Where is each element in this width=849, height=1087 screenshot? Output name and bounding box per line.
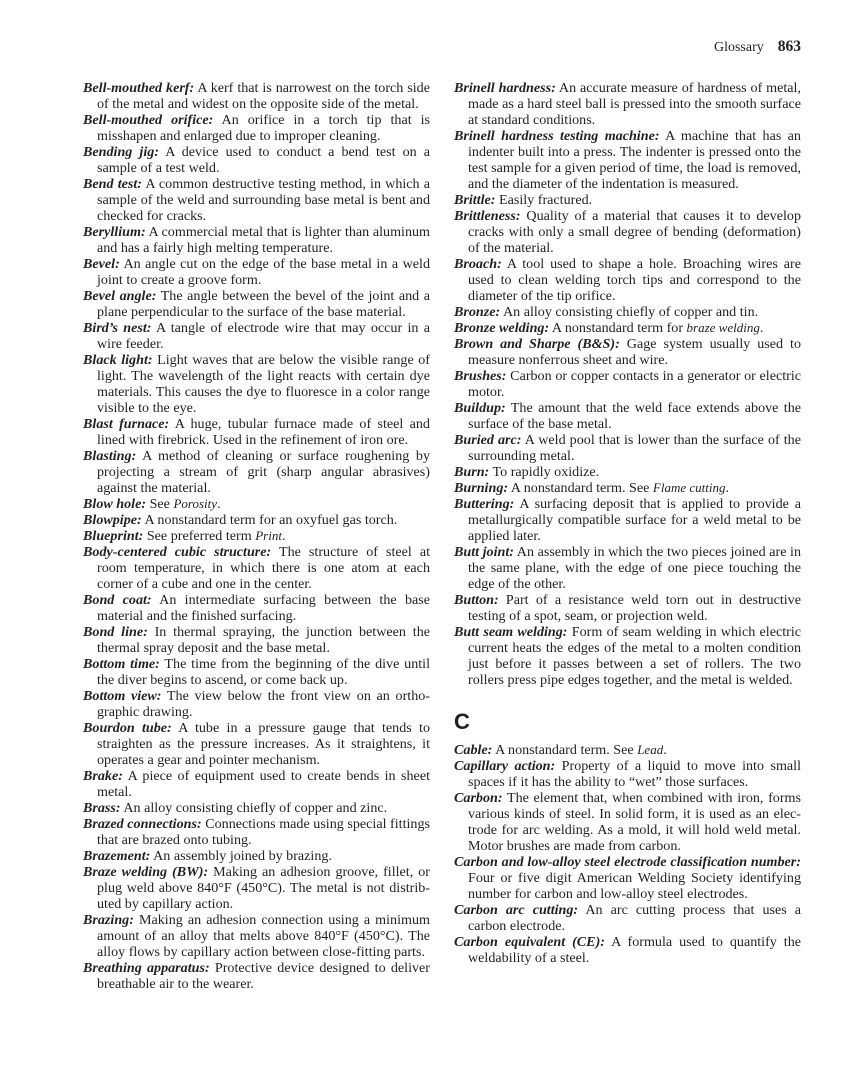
glossary-entry bbox=[83, 656, 430, 688]
glossary-definition: A kerf that is narrowest on the torch side of the metal and widest on the opposite side of the metal. bbox=[97, 80, 430, 112]
glossary-definition: An angle cut on the edge of the base metal in a weld joint to create a groove form. bbox=[97, 256, 430, 288]
glossary-definition: A huge, tubular furnace made of steel and lined with firebrick. Used in the refinement of iron ore. bbox=[97, 416, 430, 448]
glossary-entry bbox=[83, 864, 430, 912]
glossary-term: Burning: bbox=[454, 480, 509, 496]
glossary-term: Blueprint: bbox=[83, 528, 144, 544]
glossary-definition: Four or five digit American Welding Society identifying number for carbon and low-alloy steel electrodes. bbox=[468, 870, 801, 902]
glossary-entry bbox=[454, 544, 801, 592]
glossary-definition: An intermediate surfacing between the base material and the finished surfacing. bbox=[97, 592, 430, 624]
glossary-entry bbox=[83, 528, 430, 544]
glossary-entry bbox=[454, 432, 801, 464]
glossary-definition: Easily fractured. bbox=[495, 192, 593, 208]
glossary-column-left bbox=[83, 80, 430, 992]
glossary-entry bbox=[454, 208, 801, 256]
glossary-term: Burn: bbox=[454, 464, 490, 480]
glossary-term: Butt seam welding: bbox=[454, 624, 568, 640]
glossary-definition: A common destructive testing method, in which a sample of the weld and surrounding base metal is bent and checked for cracks. bbox=[97, 176, 430, 224]
glossary-definition: A tool used to shape a hole. Broaching wires are used to clean welding torch tips and correspond to the diameter of the tip orifice. bbox=[468, 256, 801, 304]
glossary-definition: A machine that has an indenter built into a press. The indenter is pressed onto the test sample for a given period of time, the load is removed, and the diameter of the indentation is measured. bbox=[468, 128, 801, 192]
glossary-definition: A nonstandard term. See bbox=[508, 480, 653, 496]
glossary-term: Brazement: bbox=[83, 848, 151, 864]
glossary-term: Carbon and low-alloy steel electrode classification number: bbox=[454, 854, 801, 870]
glossary-term: Brazing: bbox=[83, 912, 134, 928]
glossary-term: Brushes: bbox=[454, 368, 507, 384]
cross-reference: Print bbox=[255, 528, 282, 543]
glossary-term: Breathing apparatus: bbox=[83, 960, 210, 976]
glossary-term: Body-centered cubic structure: bbox=[83, 544, 272, 560]
glossary-definition: Protective device designed to deliver breathable air to the wearer. bbox=[97, 960, 430, 992]
glossary-column-right bbox=[454, 80, 801, 966]
glossary-definition: Part of a resistance weld torn out in destructive testing of a spot, seam, or projection weld. bbox=[468, 592, 801, 624]
glossary-entry bbox=[454, 80, 801, 128]
glossary-term: Bronze welding: bbox=[454, 320, 550, 336]
glossary-term: Butt joint: bbox=[454, 544, 514, 560]
glossary-term: Bell-mouthed kerf: bbox=[83, 80, 195, 96]
glossary-definition: An alloy consisting chiefly of copper and tin. bbox=[500, 304, 759, 320]
glossary-entry bbox=[83, 288, 430, 320]
glossary-entry bbox=[454, 464, 801, 480]
cross-reference: Lead bbox=[637, 742, 664, 757]
glossary-entry bbox=[83, 624, 430, 656]
glossary-term: Brinell hardness testing machine: bbox=[454, 128, 660, 144]
glossary-definition: A formula used to quantify the weldability of a steel. bbox=[468, 934, 801, 966]
glossary-term: Button: bbox=[454, 592, 499, 608]
glossary-definition: To rapidly oxidize. bbox=[489, 464, 600, 480]
glossary-term: Carbon arc cutting: bbox=[454, 902, 579, 918]
glossary-term: Brown and Sharpe (B&S): bbox=[454, 336, 620, 352]
glossary-term: Blasting: bbox=[83, 448, 137, 464]
glossary-entry bbox=[454, 496, 801, 544]
glossary-definition: The view below the front view on an orthographic drawing. bbox=[97, 688, 430, 720]
glossary-term: Brazed connections: bbox=[83, 816, 202, 832]
glossary-entry bbox=[83, 224, 430, 256]
glossary-definition: A nonstandard term for an oxyfuel gas torch. bbox=[141, 512, 398, 528]
glossary-entry bbox=[83, 912, 430, 960]
glossary-entry bbox=[83, 960, 430, 992]
glossary-entry bbox=[83, 320, 430, 352]
glossary-definition: A method of cleaning or surface roughening by projecting a stream of grit (sharp angular abrasives) against the material. bbox=[97, 448, 430, 496]
glossary-definition: See bbox=[146, 496, 174, 512]
glossary-term: Bourdon tube: bbox=[83, 720, 172, 736]
glossary-term: Brittle: bbox=[454, 192, 496, 208]
glossary-entry bbox=[454, 128, 801, 192]
glossary-definition: The structure of steel at room temperature, in which there is one atom at each corner of a cube and one in the center. bbox=[97, 544, 430, 592]
glossary-definition: Gage system usually used to measure nonferrous sheet and wire. bbox=[468, 336, 802, 368]
glossary-definition: A tangle of electrode wire that may occur in a wire feeder. bbox=[97, 320, 430, 352]
glossary-definition: Quality of a material that causes it to develop cracks with only a small degree of bending (deformation) of the material. bbox=[468, 208, 801, 256]
glossary-entry bbox=[454, 934, 801, 966]
glossary-definition: Light waves that are below the visible range of light. The wavelength of the light reacts with certain dye materials. This causes the dye to fluoresce in a color range visible to the eye. bbox=[97, 352, 430, 416]
glossary-definition: See preferred term bbox=[143, 528, 256, 544]
running-header bbox=[714, 38, 801, 56]
glossary-term: Blowpipe: bbox=[83, 512, 142, 528]
definition-end: . bbox=[663, 742, 667, 758]
definition-end: . bbox=[725, 480, 729, 496]
glossary-term: Brass: bbox=[83, 800, 121, 816]
glossary-term: Capillary action: bbox=[454, 758, 556, 774]
glossary-term: Cable: bbox=[454, 742, 493, 758]
glossary-entry bbox=[454, 624, 801, 688]
glossary-entry bbox=[454, 592, 801, 624]
glossary-definition: In thermal spraying, the junction between the thermal spray deposit and the base metal. bbox=[97, 624, 430, 656]
glossary-entry bbox=[83, 448, 430, 496]
glossary-entry bbox=[454, 304, 801, 320]
glossary-term: Buried arc: bbox=[454, 432, 522, 448]
glossary-term: Brittleness: bbox=[454, 208, 521, 224]
glossary-entry bbox=[83, 176, 430, 224]
definition-end: . bbox=[281, 528, 286, 544]
glossary-definition: A piece of equipment used to create bends in sheet metal. bbox=[97, 768, 430, 800]
glossary-definition: Connections made using special fittings that are brazed onto tubing. bbox=[97, 816, 430, 848]
definition-end: . bbox=[217, 496, 221, 512]
glossary-term: Bending jig: bbox=[83, 144, 159, 160]
glossary-term: Black light: bbox=[83, 352, 153, 368]
glossary-term: Bell-mouthed orifice: bbox=[83, 112, 214, 128]
glossary-definition: An accurate measure of hardness of metal, made as a hard steel ball is pressed into the smooth surface at standard conditions. bbox=[468, 80, 801, 128]
glossary-term: Bond coat: bbox=[83, 592, 152, 608]
glossary-term: Broach: bbox=[454, 256, 502, 272]
glossary-term: Blow hole: bbox=[83, 496, 147, 512]
glossary-entry bbox=[454, 902, 801, 934]
page-number: 863 bbox=[777, 38, 801, 55]
glossary-entry bbox=[83, 144, 430, 176]
glossary-definition: A nonstandard term. See bbox=[492, 742, 638, 758]
glossary-definition: A nonstandard term for bbox=[549, 320, 687, 336]
glossary-term: Blast furnace: bbox=[83, 416, 170, 432]
glossary-entry bbox=[83, 416, 430, 448]
glossary-entry bbox=[454, 854, 801, 902]
glossary-entry bbox=[83, 352, 430, 416]
glossary-definition: A tube in a pressure gauge that tends to straighten as the pressure increases. As it straightens, it operates a gear and pointer mechanism. bbox=[97, 720, 430, 768]
glossary-term: Buttering: bbox=[454, 496, 515, 512]
glossary-term: Bond line: bbox=[83, 624, 148, 640]
glossary-definition: Property of a liquid to move into small spaces if it has the ability to “wet” those surfaces. bbox=[468, 758, 802, 790]
definition-end: . bbox=[759, 320, 764, 336]
glossary-definition: A device used to conduct a bend test on a sample of a test weld. bbox=[97, 144, 430, 176]
glossary-entry bbox=[454, 256, 801, 304]
glossary-term: Bronze: bbox=[454, 304, 501, 320]
glossary-entry bbox=[83, 720, 430, 768]
glossary-definition: An arc cutting process that uses a carbon electrode. bbox=[468, 902, 801, 934]
glossary-term: Beryllium: bbox=[83, 224, 146, 240]
glossary-definition: The element that, when combined with iron, forms various kinds of steel. In solid form, it is used as an electrode for arc welding. As a mold, it will hold weld metal. Motor brushes are made from carbon. bbox=[468, 790, 801, 854]
glossary-term: Carbon equivalent (CE): bbox=[454, 934, 605, 950]
glossary-entry bbox=[454, 758, 801, 790]
cross-reference: Porosity bbox=[173, 496, 218, 511]
glossary-entry bbox=[454, 336, 801, 368]
glossary-entry bbox=[83, 512, 430, 528]
glossary-entry bbox=[83, 496, 430, 512]
glossary-definition: Making an adhesion groove, fillet, or plug weld above 840°F (450°C). The metal is not distributed by capillary action. bbox=[97, 864, 431, 912]
glossary-entry bbox=[454, 368, 801, 400]
glossary-definition: An alloy consisting chiefly of copper and zinc. bbox=[120, 800, 388, 816]
glossary-entry bbox=[83, 256, 430, 288]
glossary-definition: A weld pool that is lower than the surface of the surrounding metal. bbox=[468, 432, 801, 464]
glossary-definition: The amount that the weld face extends above the surface of the base metal. bbox=[468, 400, 801, 432]
glossary-entry bbox=[83, 848, 430, 864]
glossary-entry bbox=[83, 592, 430, 624]
glossary-term: Bird’s nest: bbox=[83, 320, 152, 336]
cross-reference: Flame cutting bbox=[652, 480, 726, 495]
glossary-definition: An orifice in a torch tip that is misshapen and enlarged due to improper cleaning. bbox=[97, 112, 430, 144]
glossary-definition: Carbon or copper contacts in a generator or electric motor. bbox=[468, 368, 801, 400]
glossary-definition: An assembly in which the two pieces joined are in the same plane, with the edge of one piece touching the edge of the other. bbox=[468, 544, 802, 592]
glossary-term: Bend test: bbox=[83, 176, 142, 192]
cross-reference: braze welding bbox=[686, 320, 760, 335]
glossary-entry bbox=[83, 800, 430, 816]
glossary-definition: The time from the beginning of the dive until the diver begins to ascend, or come back up. bbox=[97, 656, 430, 688]
section-title: Glossary bbox=[713, 40, 764, 55]
glossary-entry bbox=[454, 790, 801, 854]
glossary-term: Bevel angle: bbox=[83, 288, 157, 304]
glossary-definition: The angle between the bevel of the joint and a plane perpendicular to the surface of the base material. bbox=[97, 288, 431, 320]
glossary-entry bbox=[83, 688, 430, 720]
glossary-term: Braze welding (BW): bbox=[83, 864, 209, 880]
glossary-entry bbox=[83, 816, 430, 848]
glossary-definition: A commercial metal that is lighter than aluminum and has a fairly high melting temperature. bbox=[97, 224, 430, 256]
glossary-entry bbox=[83, 112, 430, 144]
glossary-entry bbox=[454, 742, 801, 758]
glossary-term: Brinell hardness: bbox=[454, 80, 556, 96]
glossary-entry bbox=[454, 320, 801, 336]
glossary-definition: Making an adhesion connection using a minimum amount of an alloy that melts above 840°F (450°C). The alloy flows by capillary action between close-fitting parts. bbox=[97, 912, 430, 960]
glossary-entry bbox=[83, 768, 430, 800]
glossary-entry bbox=[454, 400, 801, 432]
glossary-term: Buildup: bbox=[454, 400, 506, 416]
glossary-term: Bottom time: bbox=[83, 656, 160, 672]
glossary-definition: A surfacing deposit that is applied to provide a metallurgically compatible surface for a weld metal to be applied later. bbox=[468, 496, 801, 544]
glossary-term: Brake: bbox=[83, 768, 123, 784]
section-letter-heading: C bbox=[454, 709, 470, 734]
glossary-entry bbox=[454, 192, 801, 208]
glossary-term: Bottom view: bbox=[83, 688, 162, 704]
glossary-definition: An assembly joined by brazing. bbox=[150, 848, 332, 864]
glossary-term: Carbon: bbox=[454, 790, 503, 806]
glossary-entry bbox=[454, 480, 801, 496]
glossary-term: Bevel: bbox=[83, 256, 120, 272]
glossary-entry bbox=[83, 80, 430, 112]
glossary-definition: Form of seam welding in which electric current heats the edges of the metal to a molten condition just before it passes between a set of rollers. The two rollers press pipe edges together, and the metal is welded. bbox=[468, 624, 801, 688]
glossary-entry bbox=[83, 544, 430, 592]
